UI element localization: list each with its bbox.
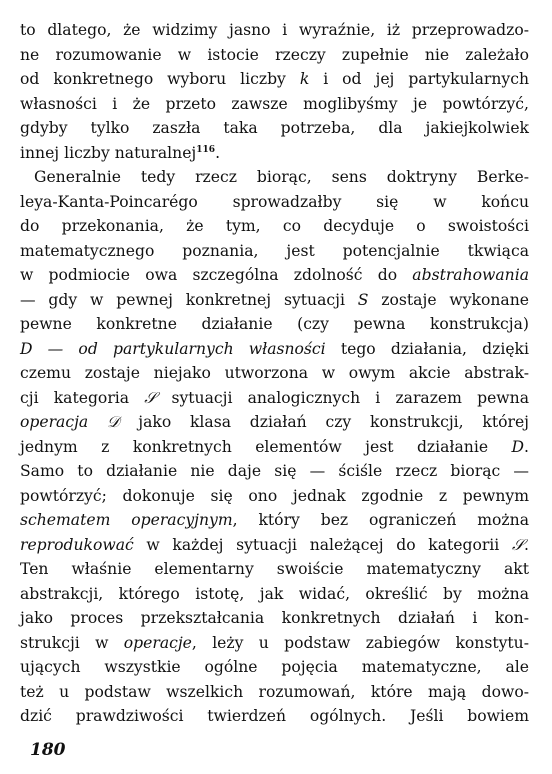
text-segment: własności i że przeto zawsze moglibyśmy je powtórzyć, (20, 94, 529, 113)
text-line (20, 43, 529, 68)
text-segment: jako klasa działań czy konstrukcji, której (119, 413, 530, 431)
text-segment: do przekonania, że tym, co decyduje o swoistości (20, 217, 529, 235)
text-line (20, 435, 529, 460)
text-segment: czemu zostaje niejako utworzona w owym akcie abstrak- (20, 364, 529, 382)
text-segment: D — od partykularnych własności (20, 339, 326, 358)
text-segment: to dlatego, że widzimy jasno i wyraźnie, iż przeprowadzo- (20, 21, 529, 39)
text-line (20, 459, 529, 484)
text-segment: 𝒮 (144, 388, 157, 407)
text-line (20, 557, 529, 582)
text-segment: zostaje wykonane (368, 290, 529, 309)
text-line (20, 263, 529, 288)
text-line (20, 533, 529, 558)
text-line (20, 312, 529, 337)
text-line (20, 631, 529, 656)
text-segment: też u podstaw wszelkich rozumowań, które mają dowo- (20, 682, 529, 701)
text-line (20, 141, 529, 166)
text-segment: w każdej sytuacji należącej do kategorii (133, 535, 512, 554)
text-segment: cji kategoria (20, 388, 145, 407)
text-segment: abstrakcji, którego istotę, jak widać, określić by można (20, 584, 529, 603)
text-segment: D (511, 437, 525, 456)
text-segment: Generalnie tedy rzecz biorąc, sens doktryny Berke- (34, 168, 529, 186)
text-line (20, 386, 529, 411)
text-segment: i od jej partykularnych (309, 70, 529, 88)
text-line (20, 337, 529, 362)
text-segment: . (524, 535, 529, 554)
text-segment: pewne konkretne działanie (czy pewna konstrukcja) (20, 315, 529, 333)
text-line (20, 410, 529, 435)
text-segment: w podmiocie owa szczególna zdolność do (20, 266, 413, 284)
text-segment: dzić prawdziwości twierdzeń ogólnych. Jeśli bowiem (20, 707, 529, 725)
text-segment: 𝒮 (511, 535, 525, 554)
text-line (20, 190, 529, 215)
text-segment: leya-Kanta-Poincarégo sprowadzałby się w końcu (20, 192, 529, 211)
text-segment: , który bez ograniczeń można (232, 511, 529, 529)
text-line (20, 116, 529, 141)
text-segment: strukcji w (20, 633, 124, 652)
text-segment: schematem operacyjnym (20, 511, 233, 529)
text-segment: gdyby tylko zaszła taka potrzeba, dla jakiejkolwiek (20, 119, 529, 137)
text-segment: jednym z konkretnych elementów jest działanie (20, 437, 512, 456)
text-segment: matematycznego poznania, jest potencjalnie tkwiąca (20, 241, 529, 260)
text-segment: operacje (123, 633, 192, 652)
text-segment: ujących wszystkie ogólne pojęcia matematyczne, ale (20, 658, 529, 676)
text-segment: S (357, 290, 369, 309)
text-line (20, 606, 529, 631)
text-segment: Samo to działanie nie daje się — ściśle rzecz biorąc — (20, 462, 529, 480)
text-segment: tego działania, dzięki (325, 339, 529, 358)
text-line (20, 92, 529, 117)
text-segment: ne rozumowanie w istocie rzeczy zupełnie nie zależało (20, 45, 529, 64)
page-text (20, 18, 529, 729)
text-line (20, 484, 529, 509)
text-line (20, 704, 529, 729)
text-segment: abstrahowania (412, 266, 529, 284)
footnote-ref: 116 (196, 144, 216, 155)
text-segment: . (215, 143, 221, 162)
text-line (20, 680, 529, 705)
text-segment: sytuacji analogicznych i zarazem pewna (156, 388, 529, 407)
text-segment: innej liczby naturalnej (20, 143, 197, 162)
text-line (20, 239, 529, 264)
text-line (20, 288, 529, 313)
text-line (20, 655, 529, 680)
text-line (20, 582, 529, 607)
text-segment: , leży u podstaw zabiegów konstytu- (191, 633, 529, 652)
text-segment: powtórzyć; dokonuje się ono jednak zgodnie z pewnym (20, 486, 529, 505)
text-segment: operacja 𝒟 (20, 413, 120, 431)
text-line (20, 361, 529, 386)
text-line (20, 165, 529, 190)
text-segment: — gdy w pewnej konkretnej sytuacji (20, 290, 358, 309)
text-segment: jako proces przekształcania konkretnych działań i kon- (20, 609, 529, 627)
text-line (20, 508, 529, 533)
text-segment: . (524, 437, 529, 456)
text-line (20, 18, 529, 43)
text-segment: reprodukować (20, 535, 134, 554)
text-line (20, 67, 529, 92)
text-segment: k (299, 70, 310, 88)
page-number: 180 (30, 740, 66, 760)
text-segment: od konkretnego wyboru liczby (20, 70, 300, 88)
text-segment: Ten właśnie elementarny swoiście matematyczny akt (20, 560, 529, 578)
text-line (20, 214, 529, 239)
